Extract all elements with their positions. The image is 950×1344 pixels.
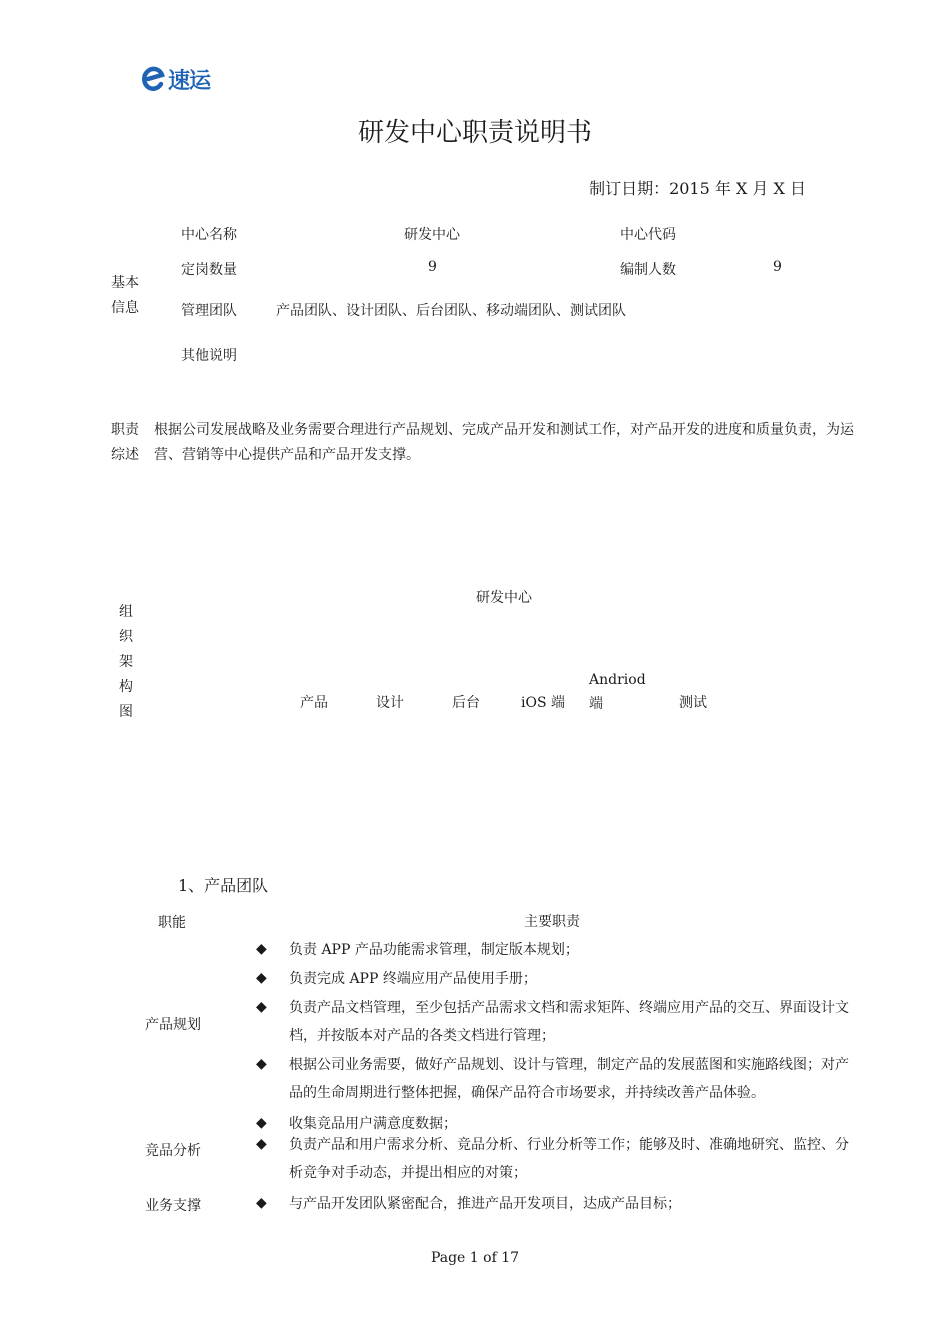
duty-item: 负责产品文档管理，至少包括产品需求文档和需求矩阵、终端应用产品的交互、界面设计文档，并按版本对产品的各类文档进行管理； (289, 1000, 849, 1044)
org-node-android: Andriod 端 (589, 672, 646, 712)
duty-item: 根据公司业务需要，做好产品规划、设计与管理，制定产品的发展蓝图和实施路线图；对产品的生命周期进行整体把握，确保产品符合市场要求，并持续改善产品体验。 (289, 1057, 849, 1101)
headcount-label: 定岗数量 (181, 262, 237, 278)
bullet-icon: ◆ (256, 1056, 267, 1072)
org-node-backend: 后台 (452, 695, 480, 711)
summary-text: 根据公司发展战略及业务需要合理进行产品规划、完成产品开发和测试工作，对产品开发的进度和质量负责，为运营、营销等中心提供产品和产品开发支撑。 (154, 422, 854, 463)
bullet-icon: ◆ (256, 970, 267, 986)
summary-label: 职责综述 (111, 422, 139, 463)
org-node-product: 产品 (300, 695, 328, 711)
staff-label: 编制人数 (620, 262, 676, 278)
company-logo (140, 60, 220, 100)
col-function-header: 职能 (158, 915, 186, 931)
function-business-support: 业务支撑 (145, 1198, 201, 1214)
duty-item: 与产品开发团队紧密配合，推进产品开发项目，达成产品目标； (289, 1196, 681, 1212)
page-footer: Page 1 of 17 (430, 1250, 520, 1266)
org-node-ios: iOS 端 (521, 695, 565, 711)
document-title: 研发中心职责说明书 (357, 118, 592, 148)
bullet-icon: ◆ (256, 1115, 267, 1131)
col-duties-header: 主要职责 (524, 914, 580, 930)
function-competitor-analysis: 竞品分析 (145, 1143, 201, 1159)
duty-item: 收集竞品用户满意度数据； (289, 1116, 457, 1132)
headcount-value: 9 (428, 259, 437, 275)
org-node-design: 设计 (376, 695, 404, 711)
bullet-icon: ◆ (256, 999, 267, 1015)
section-title: 1、产品团队 (178, 876, 269, 895)
staff-value: 9 (773, 259, 782, 275)
duty-item: 负责产品和用户需求分析、竞品分析、行业分析等工作；能够及时、准确地研究、监控、分析竞争对手动态，并提出相应的对策； (289, 1137, 849, 1181)
duty-item: 负责完成 APP 终端应用产品使用手册； (289, 971, 537, 987)
basic-info-label: 基本信息 (111, 275, 139, 316)
function-product-planning: 产品规划 (145, 1017, 201, 1033)
revision-date: 制订日期：2015 年 X 月 X 日 (589, 179, 806, 198)
center-code-label: 中心代码 (620, 227, 676, 243)
bullet-icon: ◆ (256, 1195, 267, 1211)
center-name-label: 中心名称 (181, 227, 237, 243)
bullet-icon: ◆ (256, 941, 267, 957)
e-logo-icon (140, 64, 168, 94)
org-root: 研发中心 (476, 590, 532, 606)
team-label: 管理团队 (181, 303, 237, 319)
logo-text: 速运 (168, 69, 211, 94)
org-label: 组织架构图 (119, 604, 133, 720)
other-label: 其他说明 (181, 348, 237, 364)
duty-item: 负责 APP 产品功能需求管理，制定版本规划； (289, 942, 579, 958)
bullet-icon: ◆ (256, 1136, 267, 1152)
center-name-value: 研发中心 (404, 227, 460, 243)
teams-value: 产品团队、设计团队、后台团队、移动端团队、测试团队 (276, 303, 626, 319)
org-node-test: 测试 (679, 695, 707, 711)
